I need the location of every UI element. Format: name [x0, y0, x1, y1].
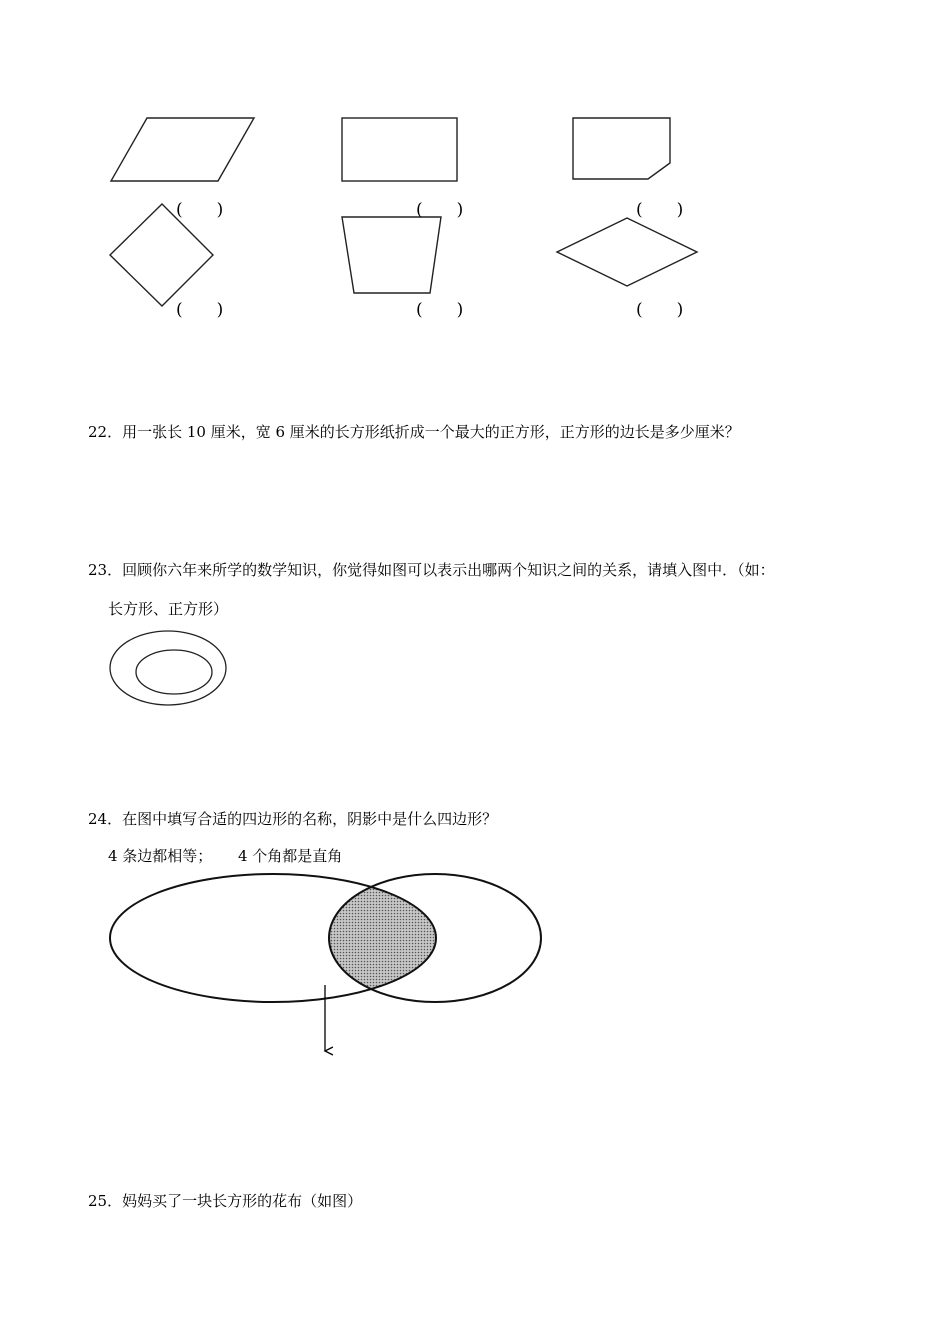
inner-ellipse	[136, 650, 212, 694]
question-text: 用一张长 10 厘米，宽 6 厘米的长方形纸折成一个最大的正方形，正方形的边长是多少厘米？	[122, 423, 740, 441]
question-number: 23．	[88, 561, 123, 579]
rectangle-icon	[342, 118, 457, 181]
venn-label-right: 4 个角都是直角	[238, 847, 343, 865]
question-23-line2: 长方形、正方形）	[108, 600, 229, 618]
question-text: 在图中填写合适的四边形的名称，阴影中是什么四边形？	[122, 810, 498, 828]
question-number: 25．	[88, 1192, 123, 1210]
question-text: 妈妈买了一块长方形的花布（如图）	[122, 1192, 363, 1210]
trapezoid-icon	[342, 217, 441, 293]
question-22	[88, 421, 740, 442]
answer-blank-parallelogram[interactable]: ( )	[176, 200, 224, 220]
question-text-line1: 回顾你六年来所学的数学知识，你觉得如图可以表示出哪两个知识之间的关系，请填入图中．（如：	[122, 561, 775, 579]
answer-blank-trapezoid[interactable]: ( )	[416, 300, 464, 320]
answer-blank-rhombus[interactable]: ( )	[636, 300, 684, 320]
cut-corner-pentagon-icon	[573, 118, 670, 179]
answer-blank-square[interactable]: ( )	[176, 300, 224, 320]
answer-blank-rectangle[interactable]: ( )	[416, 200, 464, 220]
question-25	[88, 1190, 362, 1211]
question-24	[88, 808, 497, 829]
rhombus-icon	[557, 218, 697, 286]
answer-blank-pentagon[interactable]: ( )	[636, 200, 684, 220]
question-number: 24．	[88, 810, 123, 828]
question-23	[88, 559, 775, 580]
venn-label-left: 4 条边都相等；	[108, 847, 213, 865]
parallelogram-icon	[111, 118, 254, 181]
question-number: 22．	[88, 423, 123, 441]
